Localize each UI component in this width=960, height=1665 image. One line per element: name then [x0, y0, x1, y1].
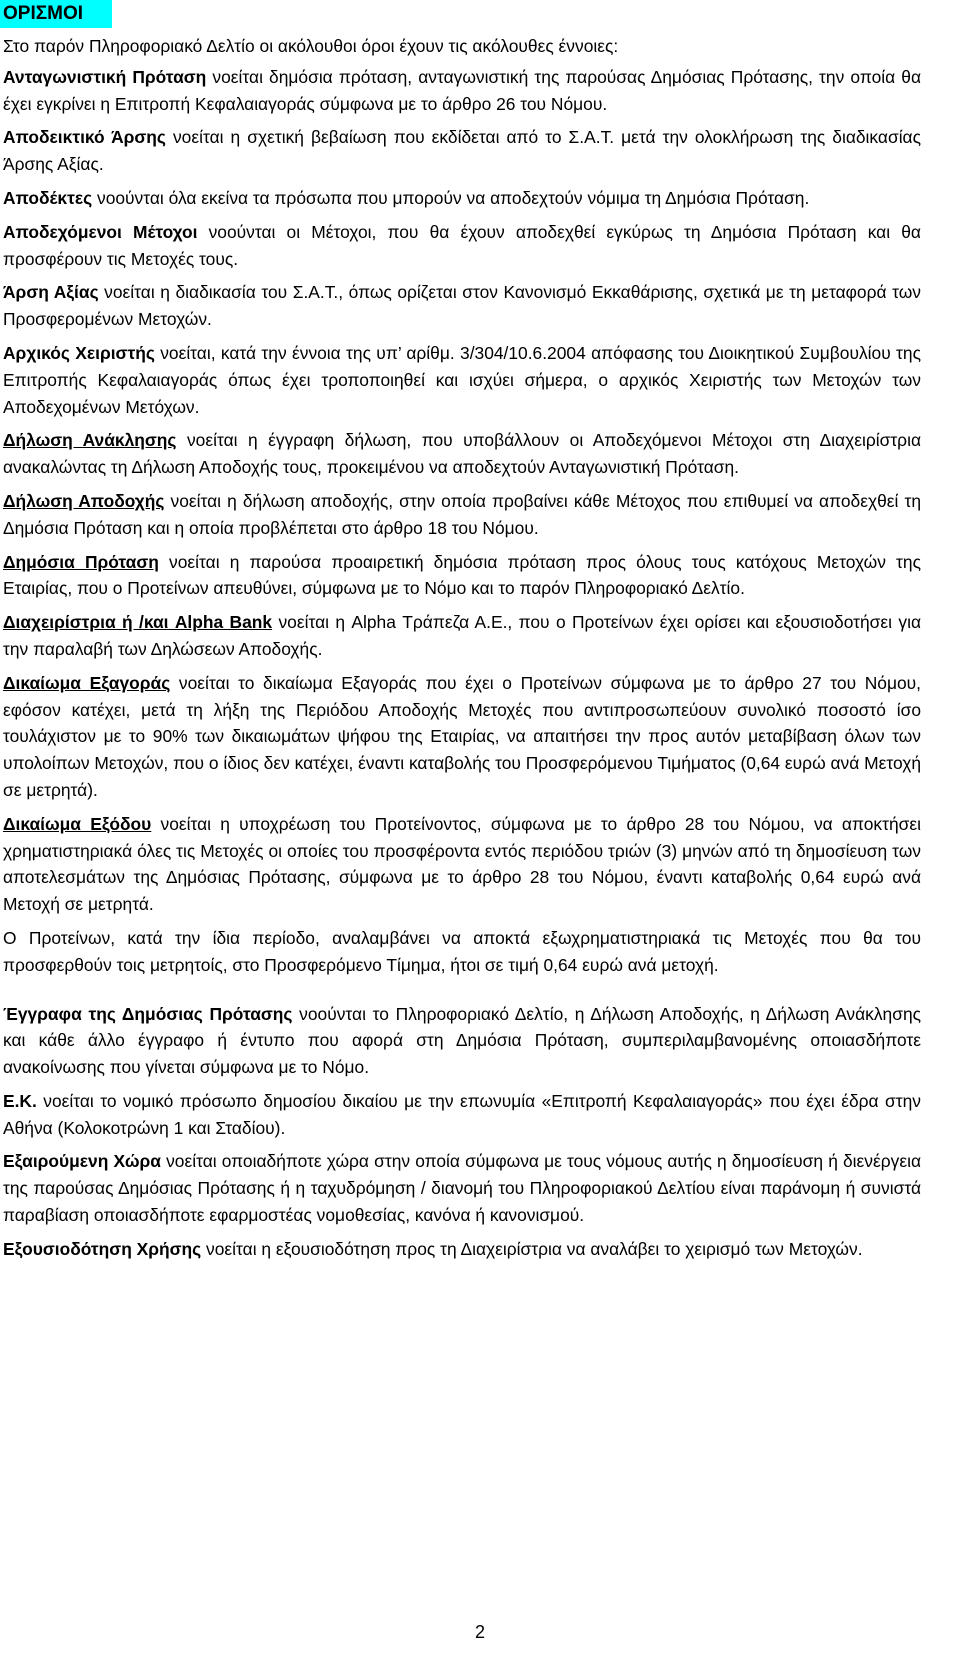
definition-paragraph: [3, 1088, 921, 1142]
definition-term: Ε.Κ.: [3, 1090, 37, 1111]
definition-term: Αποδεικτικό Άρσης: [3, 127, 166, 148]
definition-term: Δικαίωμα Εξόδου: [3, 813, 152, 834]
definition-paragraph: [3, 488, 921, 542]
definition-text: νοείται η δήλωση αποδοχής, στην οποία προβαίνει κάθε Μέτοχος που επιθυμεί να αποδεχθεί τη Δημόσια Πρόταση και η οποία προβλέπεται στο άρθρο 18 του Νόμου.: [3, 490, 921, 538]
definition-paragraph: [3, 124, 921, 178]
definition-term: Αποδεχόμενοι Μέτοχοι: [3, 221, 198, 242]
definition-text: νοούνται οι Μέτοχοι, που θα έχουν αποδεχθεί εγκύρως τη Δημόσια Πρόταση και θα προσφέρουν τις Μετοχές τους.: [3, 221, 921, 269]
definition-term: Δημόσια Πρόταση: [3, 551, 159, 572]
definition-text: νοείται το δικαίωμα Εξαγοράς που έχει ο Προτείνων σύμφωνα με το άρθρο 27 του Νόμου, εφόσον κατέχει, μετά τη λήξη της Περιόδου Αποδοχής Μετοχές που αντιπροσωπεύουν συνολικό ποσοστό ίσο τουλάχιστον με το 90% των δικαιωμάτων ψήφου της Εταιρίας, να απαιτήσει την προς αυτόν μεταβίβαση όλων των υπολοίπων Μετοχών, που ο ίδιος δεν κατέχει, έναντι καταβολής του Προσφερόμενου Τιμήματος (0,64 ευρώ ανά Μετοχή σε μετρητά).: [3, 672, 922, 800]
definition-text: νοούνται το Πληροφοριακό Δελτίο, η Δήλωση Αποδοχής, η Δήλωση Ανάκλησης και κάθε άλλο έγγραφο ή έντυπο που αφορά στη Δημόσια Πρόταση, συμπεριλαμβανομένης οποιασδήποτε ανακοίνωσης που γίνεται σύμφωνα με το Νόμο.: [3, 1003, 922, 1078]
intro-paragraph: Στο παρόν Πληροφοριακό Δελτίο οι ακόλουθοι όροι έχουν τις ακόλουθες έννοιες:: [3, 36, 619, 56]
definition-paragraph: [3, 549, 921, 603]
definition-term: Ανταγωνιστική Πρόταση: [3, 66, 207, 87]
definition-text: νοείται η σχετική βεβαίωση που εκδίδεται από το Σ.Α.Τ. μετά την ολοκλήρωση της διαδικασίας Άρσης Αξίας.: [3, 127, 921, 175]
paragraph-text: Ο Προτείνων, κατά την ίδια περίοδο, αναλαμβάνει να αποκτά εξωχρηματιστηριακά τις Μετοχές που θα του προσφερθούν τοις μετρητοίς, στο Προσφερόμενο Τίμημα, ήτοι σε τιμή 0,64 ευρώ ανά μετοχή.: [3, 927, 921, 975]
definition-paragraph: [3, 1001, 921, 1081]
definition-text: νοείται η υποχρέωση του Προτείνοντος, σύμφωνα με το άρθρο 28 του Νόμου, να αποκτήσει χρηματιστηριακά όλες τις Μετοχές οι οποίες του προσφέροντα εντός περιόδου τριών (3) μηνών από τη δημοσίευση των αποτελεσμάτων της Δημόσιας Πρότασης, σύμφωνα με το άρθρο 28 του Νόμου, έναντι καταβολής 0,64 ευρώ ανά Μετοχή σε μετρητά.: [3, 813, 922, 915]
definition-paragraph: [3, 427, 921, 481]
definition-term: Εξουσιοδότηση Χρήσης: [3, 1238, 202, 1259]
definition-term: Άρση Αξίας: [3, 282, 99, 303]
definition-paragraph: [3, 1236, 921, 1263]
continuation-paragraph: [3, 925, 921, 979]
definition-term: Διαχειρίστρια ή /και Alpha Bank: [3, 612, 273, 633]
definition-text: νοείται, κατά την έννοια της υπ’ αρίθμ. 3/304/10.6.2004 απόφασης του Διοικητικού Συμβουλίου της Επιτροπής Κεφαλαιαγοράς όπως έχει τροποποιηθεί και ισχύει σήμερα, ο αρχικός Χειριστής των Μετοχών των Αποδεχομένων Μετόχων.: [3, 342, 921, 417]
definition-paragraph: [3, 340, 921, 420]
definition-text: νοείται η διαδικασία του Σ.Α.Τ., όπως ορίζεται στον Κανονισμό Εκκαθάρισης, σχετικά με τη μεταφορά των Προσφερομένων Μετοχών.: [3, 282, 922, 330]
definition-term: Εξαιρούμενη Χώρα: [3, 1151, 161, 1172]
definition-term: Αρχικός Χειριστής: [3, 342, 155, 363]
definition-text: νοείται η εξουσιοδότηση προς τη Διαχειρίστρια να αναλάβει το χειρισμό των Μετοχών.: [201, 1238, 863, 1259]
definition-paragraph: [3, 811, 921, 918]
definition-term: Δικαίωμα Εξαγοράς: [3, 672, 171, 693]
definition-term: Δήλωση Αποδοχής: [3, 490, 165, 511]
definition-paragraph: [3, 219, 921, 273]
definitions-body: [3, 33, 921, 1270]
definition-text: νοείται το νομικό πρόσωπο δημοσίου δικαίου με την επωνυμία «Επιτροπή Κεφαλαιαγοράς» που έχει έδρα στην Αθήνα (Κολοκοτρώνη 1 και Σταδίου).: [3, 1090, 921, 1138]
definition-paragraph: [3, 279, 921, 333]
definition-paragraph: [3, 670, 921, 804]
page-number: 2: [474, 1622, 485, 1642]
definition-term: Έγγραφα της Δημόσιας Πρότασης: [3, 1003, 293, 1024]
definition-text: νοούνται όλα εκείνα τα πρόσωπα που μπορούν να αποδεχτούν νόμιμα τη Δημόσια Πρόταση.: [92, 187, 810, 208]
definition-paragraph: [3, 1148, 921, 1228]
definition-term: Δήλωση Ανάκλησης: [3, 430, 177, 451]
definition-paragraph: [3, 64, 921, 118]
definition-text: νοείται η έγγραφη δήλωση, που υποβάλλουν οι Αποδεχόμενοι Μέτοχοι στη Διαχειρίστρια ανακαλώντας τη Δήλωση Αποδοχής τους, προκειμένου να αποδεχτούν Ανταγωνιστική Πρόταση.: [3, 430, 921, 478]
section-heading: ΟΡΙΣΜΟΙ: [0, 0, 112, 28]
definition-term: Αποδέκτες: [3, 187, 93, 208]
definition-text: νοείται η Alpha Τράπεζα Α.Ε., που ο Προτείνων έχει ορίσει και εξουσιοδοτήσει για την παραλαβή των Δηλώσεων Αποδοχής.: [3, 612, 922, 659]
definition-paragraph: [3, 185, 921, 212]
definition-text: νοείται η παρούσα προαιρετική δημόσια πρόταση προς όλους τους κατόχους Μετοχών της Εταιρίας, που ο Προτείνων απευθύνει, σύμφωνα με το Νόμο και το παρόν Πληροφοριακό Δελτίο.: [3, 551, 921, 599]
definition-text: νοείται οποιαδήποτε χώρα στην οποία σύμφωνα με τους νόμους αυτής η δημοσίευση ή διενέργεια της παρούσας Δημόσιας Πρότασης ή η ταχυδρόμηση / διανομή του Πληροφοριακού Δελτίου είναι παράνομη ή συνιστά παραβίαση οποιασδήποτε εφαρμοστέας νομοθεσίας, κανόνα ή κανονισμού.: [3, 1151, 921, 1226]
definition-text: νοείται δημόσια πρόταση, ανταγωνιστική της παρούσας Δημόσιας Πρότασης, την οποία θα έχει εγκρίνει η Επιτροπή Κεφαλαιαγοράς σύμφωνα με το άρθρο 26 του Νόμου.: [3, 66, 921, 114]
definition-paragraph: [3, 609, 921, 663]
